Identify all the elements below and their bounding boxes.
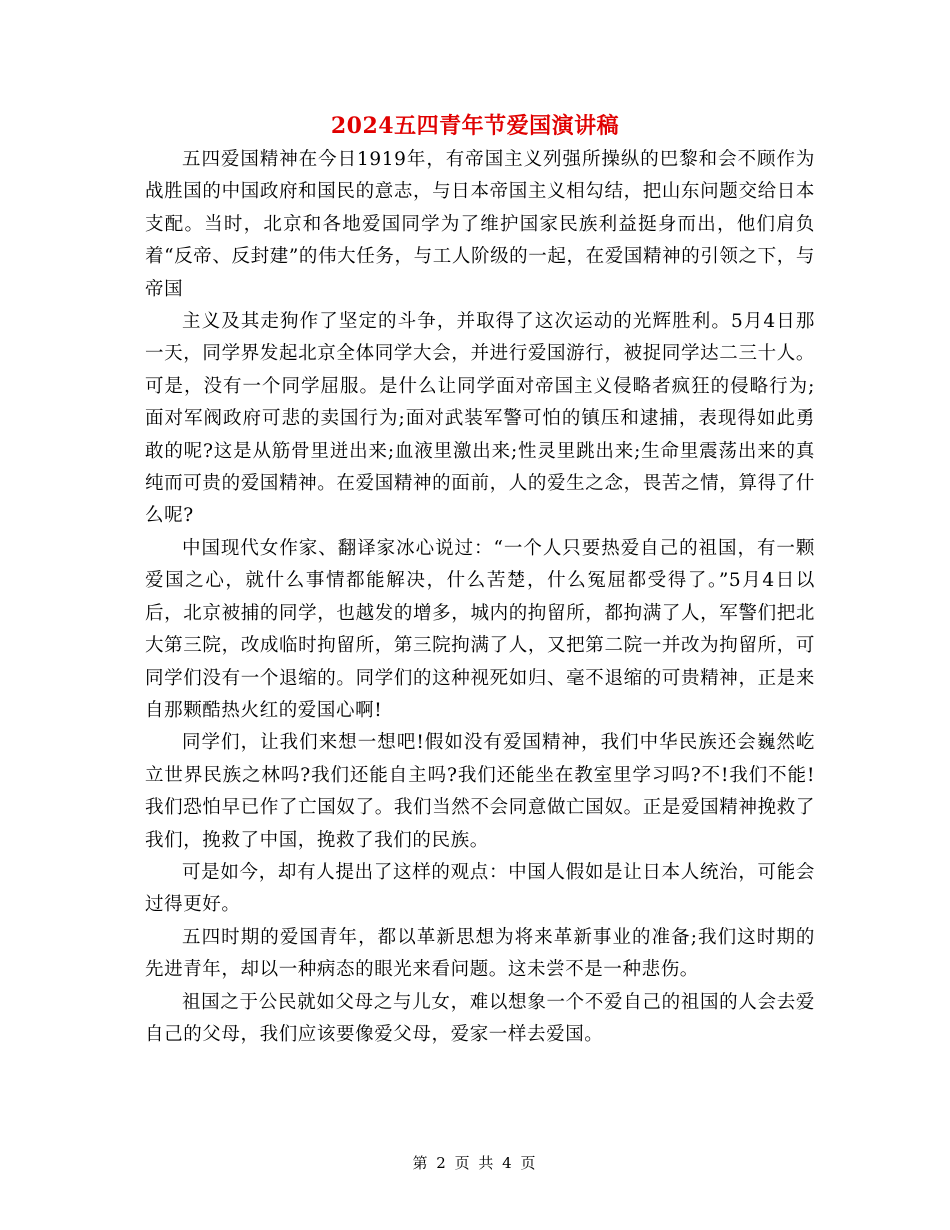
paragraph: 中国现代女作家、翻译家冰心说过：“一个人只要热爱自己的祖国，有一颗爱国之心，就什么事情都能解决，什么苦楚，什么冤屈都受得了。”5月4日以后，北京被捕的同学，也越发的增多，城内的拘留所，都拘满了人，军警们把北大第三院，改成临时拘留所，第三院拘满了人，又把第二院一并改为拘留所，可同学们没有一个退缩的。同学们的这种视死如归、毫不退缩的可贵精神，正是来自那颗酷热火红的爱国心啊! <box>145 537 815 721</box>
paragraph: 主义及其走狗作了坚定的斗争，并取得了这次运动的光辉胜利。5月4日那一天，同学界发起北京全体同学大会，并进行爱国游行，被捉同学达二三十人。可是，没有一个同学屈服。是什么让同学面对帝国主义侵略者疯狂的侵略行为;面对军阀政府可悲的卖国行为;面对武装军警可怕的镇压和逮捕，表现得如此勇敢的呢?这是从筋骨里迸出来;血液里激出来;性灵里跳出来;生命里震荡出来的真纯而可贵的爱国精神。在爱国精神的面前，人的爱生之念，畏苦之情，算得了什么呢? <box>145 311 815 527</box>
page-number-footer: 第 2 页 共 4 页 <box>412 1154 538 1172</box>
document-title: 2024五四青年节爱国演讲稿 <box>330 113 620 139</box>
paragraph: 可是如今，却有人提出了这样的观点：中国人假如是让日本人统治，可能会过得更好。 <box>145 861 815 916</box>
paragraph: 五四时期的爱国青年，都以革新思想为将来革新事业的准备;我们这时期的先进青年，却以一种病态的眼光来看问题。这未尝不是一种悲伤。 <box>145 926 815 981</box>
paragraph: 同学们，让我们来想一想吧!假如没有爱国精神，我们中华民族还会巍然屹立世界民族之林吗?我们还能自主吗?我们还能坐在教室里学习吗?不!我们不能!我们恐怕早已作了亡国奴了。我们当然不会同意做亡国奴。正是爱国精神挽救了我们，挽救了中国，挽救了我们的民族。 <box>145 732 815 851</box>
paragraph: 五四爱国精神在今日1919年，有帝国主义列强所操纵的巴黎和会不顾作为战胜国的中国政府和国民的意志，与日本帝国主义相勾结，把山东问题交给日本支配。当时，北京和各地爱国同学为了维护国家民族利益挺身而出，他们肩负着“反帝、反封建”的伟大任务，与工人阶级的一起，在爱国精神的引领之下，与帝国 <box>145 149 815 300</box>
document-body <box>145 144 815 1051</box>
paragraph: 祖国之于公民就如父母之与儿女，难以想象一个不爱自己的祖国的人会去爱自己的父母，我们应该要像爱父母，爱家一样去爱国。 <box>145 991 815 1045</box>
